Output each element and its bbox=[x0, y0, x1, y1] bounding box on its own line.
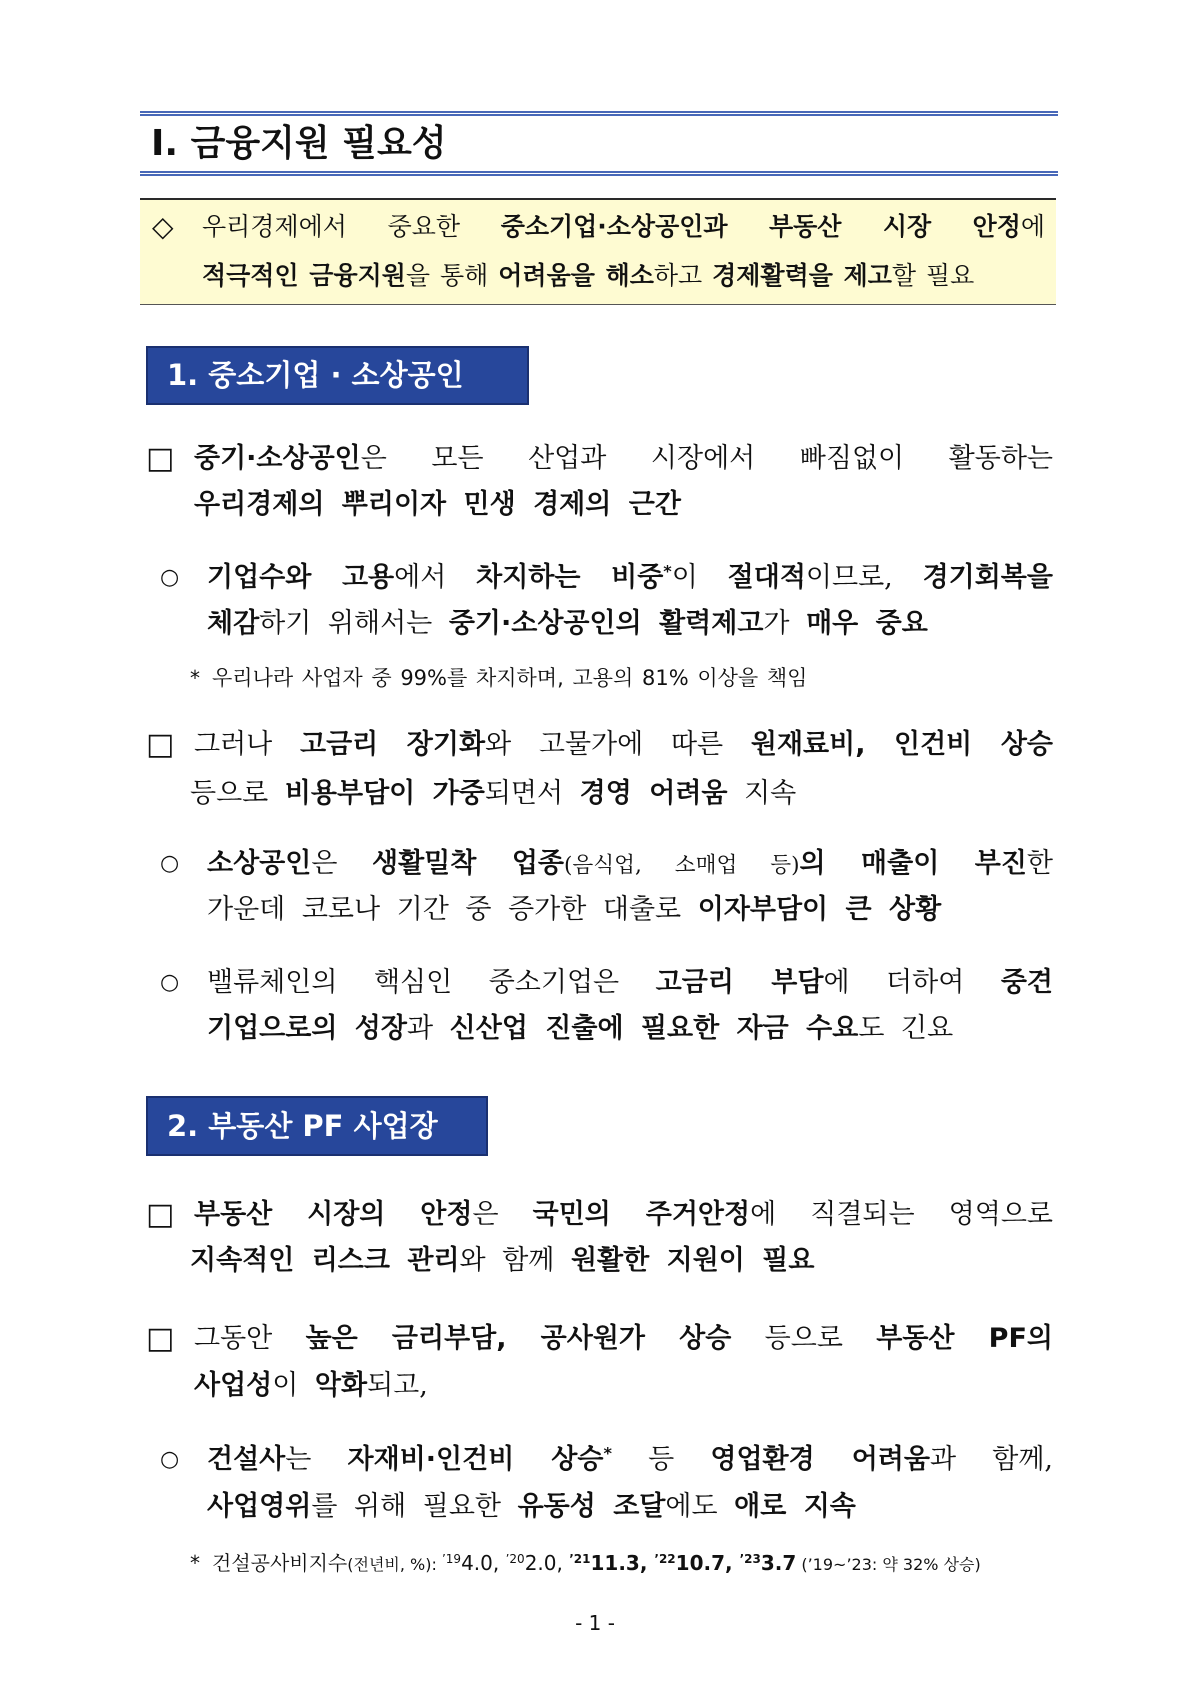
body-text: 하기 위해서는 bbox=[259, 608, 449, 639]
emphasis-text: 애로 지속 bbox=[734, 1491, 856, 1522]
page-number: - 1 - bbox=[575, 1611, 615, 1635]
body-text: 이 bbox=[272, 1370, 315, 1401]
body-text: 4.0, bbox=[461, 1551, 506, 1575]
body-text: 와 고물가에 따른 bbox=[485, 729, 751, 760]
emphasis-text: 경제활력을 제고 bbox=[712, 261, 892, 290]
superscript-text: ’21 bbox=[569, 1551, 591, 1566]
body-text: 등으로 bbox=[190, 778, 285, 809]
body-text: 에 직결되는 영역으로 bbox=[750, 1199, 1053, 1230]
footnote-line bbox=[212, 1548, 1057, 1578]
emphasis-text: 지속적인 리스크 관리 bbox=[190, 1245, 460, 1276]
footnote-asterisk: * bbox=[190, 666, 200, 690]
emphasis-text: 국민의 주거안정 bbox=[532, 1199, 751, 1230]
emphasis-text: 부동산 PF의 bbox=[876, 1323, 1053, 1354]
emphasis-text: 사업영위 bbox=[207, 1491, 312, 1522]
emphasis-text: 사업성 bbox=[194, 1370, 273, 1401]
bullet-line bbox=[194, 1195, 1053, 1235]
body-text: 와 함께 bbox=[459, 1245, 571, 1276]
emphasis-text: 자재비·인건비 상승 bbox=[347, 1444, 604, 1475]
superscript-text: ’19 bbox=[441, 1551, 462, 1566]
body-text: 등으로 bbox=[731, 1323, 877, 1354]
sub-bullet-line bbox=[207, 963, 1053, 1003]
emphasis-text: 10.7, bbox=[675, 1551, 740, 1575]
square-bullet-icon: □ bbox=[146, 1197, 175, 1232]
body-text: 도 긴요 bbox=[858, 1013, 954, 1044]
emphasis-text: 원활한 지원이 필요 bbox=[570, 1245, 815, 1276]
emphasis-text: 11.3, bbox=[590, 1551, 655, 1575]
body-text: 우리경제에서 중요한 bbox=[202, 212, 501, 241]
bullet-line bbox=[190, 774, 1053, 814]
section-heading-1: 1. 중소기업 · 소상공인 bbox=[146, 346, 529, 405]
sub-bullet-line bbox=[207, 890, 1053, 930]
superscript-text: * bbox=[663, 561, 672, 581]
body-text: 밸류체인의 핵심인 중소기업은 bbox=[207, 967, 656, 998]
emphasis-text: 이자부담이 큰 상황 bbox=[697, 894, 942, 925]
body-text: 그러나 bbox=[194, 729, 300, 760]
circle-bullet-icon: ○ bbox=[160, 970, 180, 995]
emphasis-text: 매우 중요 bbox=[806, 608, 928, 639]
body-text: 건설공사비지수 bbox=[212, 1551, 348, 1575]
body-text: (음식업, 소매업 등) bbox=[563, 853, 800, 878]
emphasis-text: 경영 어려움 bbox=[579, 778, 728, 809]
sub-bullet-line bbox=[207, 1440, 1053, 1480]
square-bullet-icon: □ bbox=[146, 441, 175, 476]
sub-bullet-line bbox=[207, 1009, 1053, 1049]
body-text: 되면서 bbox=[484, 778, 580, 809]
body-text: 할 필요 bbox=[891, 261, 975, 290]
emphasis-text: 중견 bbox=[1000, 967, 1053, 998]
sub-bullet-line bbox=[207, 604, 1053, 644]
bullet-line bbox=[194, 725, 1053, 765]
emphasis-text: 중기·소상공인 bbox=[194, 443, 361, 474]
body-text: 과 bbox=[406, 1013, 450, 1044]
summary-line bbox=[202, 207, 1045, 247]
body-text: 가 bbox=[763, 608, 807, 639]
emphasis-text: 고금리 부담 bbox=[655, 967, 824, 998]
emphasis-text: 높은 금리부담, 공사원가 상승 bbox=[305, 1323, 732, 1354]
chapter-title-box bbox=[140, 111, 1058, 176]
body-text: 이 bbox=[671, 562, 728, 593]
body-text: 에 더하여 bbox=[823, 967, 1001, 998]
body-text: 하고 bbox=[653, 261, 713, 290]
emphasis-text: 차지하는 비중 bbox=[476, 562, 664, 593]
body-text: (전년비, %): bbox=[347, 1555, 442, 1574]
emphasis-text: 체감 bbox=[207, 608, 260, 639]
body-text: 되고, bbox=[367, 1370, 428, 1401]
body-text: 에서 bbox=[394, 562, 477, 593]
sub-bullet-line bbox=[207, 844, 1053, 884]
body-text: 지속 bbox=[727, 778, 797, 809]
circle-bullet-icon: ○ bbox=[160, 1447, 180, 1472]
emphasis-text: 적극적인 금융지원 bbox=[202, 261, 406, 290]
superscript-text: ’23 bbox=[739, 1551, 761, 1566]
body-text: 2.0, bbox=[524, 1551, 570, 1575]
bullet-line bbox=[194, 485, 1053, 525]
superscript-text: * bbox=[603, 1443, 612, 1463]
circle-bullet-icon: ○ bbox=[160, 565, 180, 590]
emphasis-text: 어려움을 해소 bbox=[498, 261, 654, 290]
bullet-line bbox=[194, 1319, 1053, 1359]
sub-bullet-line bbox=[207, 1487, 1053, 1527]
circle-bullet-icon: ○ bbox=[160, 851, 180, 876]
body-text: 를 위해 필요한 bbox=[311, 1491, 518, 1522]
emphasis-text: 3.7 bbox=[760, 1551, 797, 1575]
body-text: 은 bbox=[472, 1199, 533, 1230]
square-bullet-icon: □ bbox=[146, 1321, 175, 1356]
emphasis-text: 기업수와 고용 bbox=[207, 562, 395, 593]
emphasis-text: 의 매출이 부진 bbox=[799, 848, 1027, 879]
diamond-bullet-icon: ◇ bbox=[152, 210, 174, 243]
emphasis-text: 중기·소상공인의 활력제고 bbox=[448, 608, 764, 639]
body-text: 한 bbox=[1026, 848, 1053, 879]
body-text: 을 통해 bbox=[405, 261, 499, 290]
emphasis-text: 경기회복을 bbox=[922, 562, 1053, 593]
emphasis-text: 건설사 bbox=[207, 1444, 286, 1475]
body-text: 가운데 코로나 기간 중 증가한 대출로 bbox=[207, 894, 698, 925]
chapter-title: I. 금융지원 필요성 bbox=[151, 123, 447, 164]
body-text: 우리나라 사업자 중 99%를 차지하며, 고용의 81% 이상을 책임 bbox=[212, 666, 808, 690]
emphasis-text: 신산업 진출에 필요한 자금 수요 bbox=[449, 1013, 859, 1044]
square-bullet-icon: □ bbox=[146, 727, 175, 762]
summary-line bbox=[202, 256, 1045, 296]
emphasis-text: 부동산 시장의 안정 bbox=[194, 1199, 473, 1230]
body-text: 과 함께, bbox=[929, 1444, 1053, 1475]
section-heading-2: 2. 부동산 PF 사업장 bbox=[146, 1096, 488, 1156]
bullet-line bbox=[190, 1241, 1053, 1281]
emphasis-text: 영업환경 어려움 bbox=[710, 1444, 930, 1475]
emphasis-text: 원재료비, 인건비 상승 bbox=[750, 729, 1053, 760]
superscript-text: ’22 bbox=[654, 1551, 676, 1566]
emphasis-text: 악화 bbox=[314, 1370, 368, 1401]
bullet-line bbox=[194, 439, 1053, 479]
emphasis-text: 중소기업·소상공인과 부동산 시장 안정 bbox=[500, 212, 1021, 241]
body-text: 에도 bbox=[665, 1491, 735, 1522]
body-text: 은 bbox=[311, 848, 373, 879]
body-text: 이므로, bbox=[805, 562, 923, 593]
emphasis-text: 비용부담이 가중 bbox=[284, 778, 485, 809]
body-text: 그동안 bbox=[194, 1323, 306, 1354]
sub-bullet-line bbox=[207, 558, 1053, 598]
emphasis-text: 유동성 조달 bbox=[517, 1491, 666, 1522]
footnote-asterisk: * bbox=[190, 1551, 200, 1575]
emphasis-text: 소상공인 bbox=[207, 848, 312, 879]
body-text: 등 bbox=[611, 1444, 711, 1475]
body-text: 에 bbox=[1020, 212, 1045, 241]
body-text: (’19~’23: 약 32% 상승) bbox=[796, 1555, 981, 1574]
superscript-text: ’20 bbox=[505, 1551, 525, 1566]
emphasis-text: 우리경제의 뿌리이자 민생 경제의 근간 bbox=[194, 489, 681, 520]
footnote-line bbox=[212, 663, 1053, 693]
body-text: 는 bbox=[285, 1444, 348, 1475]
body-text: 은 모든 산업과 시장에서 빠짐없이 활동하는 bbox=[360, 443, 1053, 474]
emphasis-text: 절대적 bbox=[727, 562, 806, 593]
emphasis-text: 기업으로의 성장 bbox=[207, 1013, 407, 1044]
emphasis-text: 생활밀착 업종 bbox=[372, 848, 564, 879]
emphasis-text: 고금리 장기화 bbox=[300, 729, 486, 760]
bullet-line bbox=[194, 1366, 1053, 1406]
